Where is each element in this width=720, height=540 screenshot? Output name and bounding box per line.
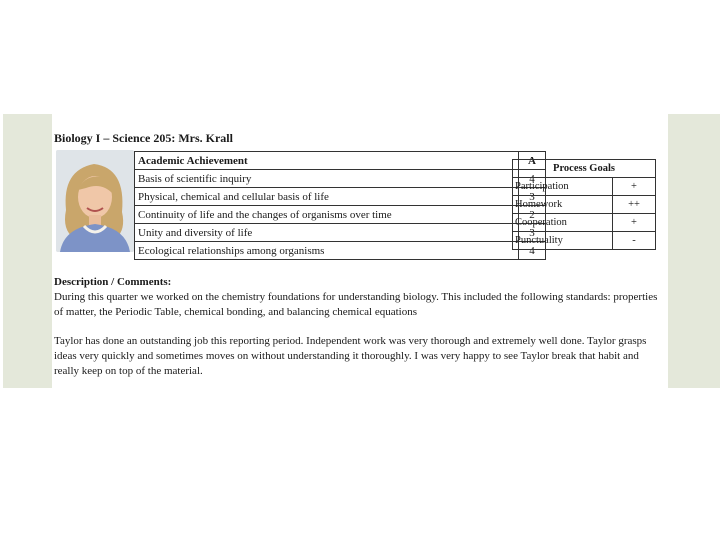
course-title: Biology I – Science 205: Mrs. Krall bbox=[54, 131, 233, 145]
achievement-row bbox=[135, 170, 546, 188]
process-goals-table bbox=[512, 159, 656, 250]
achievement-row bbox=[135, 224, 546, 242]
comment-paragraph: Taylor has done an outstanding job this reporting period. Independent work was very thorough and extremely well done. Taylor grasps ideas very quickly and sometimes moves on without understanding it thoroughly. I was very happy to see Taylor break that habit and really keep on top of the material. bbox=[54, 335, 647, 377]
achievement-header-row bbox=[135, 152, 546, 170]
achievement-label: Physical, chemical and cellular basis of life bbox=[135, 188, 519, 206]
achievement-score: 2 bbox=[519, 206, 546, 224]
achievement-row bbox=[135, 242, 546, 260]
right-side-panel bbox=[668, 114, 720, 388]
process-goal-label: Cooperation bbox=[513, 214, 613, 232]
process-goal-value: + bbox=[613, 214, 656, 232]
process-goals-header-row bbox=[513, 160, 656, 178]
achievement-label: Basis of scientific inquiry bbox=[135, 170, 519, 188]
achievement-label: Ecological relationships among organisms bbox=[135, 242, 519, 260]
achievement-label: Continuity of life and the changes of organisms over time bbox=[135, 206, 519, 224]
achievement-table bbox=[134, 151, 546, 260]
process-goal-value: + bbox=[613, 178, 656, 196]
process-goal-value: ++ bbox=[613, 196, 656, 214]
process-goal-label: Homework bbox=[513, 196, 613, 214]
achievement-score: 3 bbox=[519, 188, 546, 206]
process-goals-header: Process Goals bbox=[513, 160, 656, 178]
process-goal-row bbox=[513, 232, 656, 250]
teacher-photo bbox=[56, 150, 134, 252]
report-card bbox=[52, 114, 668, 388]
achievement-row bbox=[135, 188, 546, 206]
process-goal-label: Participation bbox=[513, 178, 613, 196]
process-goal-label: Punctuality bbox=[513, 232, 613, 250]
achievement-row bbox=[135, 206, 546, 224]
achievement-score: 3 bbox=[519, 224, 546, 242]
process-goal-row bbox=[513, 214, 656, 232]
process-goal-value: - bbox=[613, 232, 656, 250]
process-goal-row bbox=[513, 196, 656, 214]
process-goal-row bbox=[513, 178, 656, 196]
achievement-score: 4 bbox=[519, 170, 546, 188]
achievement-header-label: Academic Achievement bbox=[135, 152, 519, 170]
description-heading: Description / Comments: bbox=[54, 276, 172, 288]
left-side-panel bbox=[3, 114, 52, 388]
achievement-header-value: A bbox=[519, 152, 546, 170]
achievement-label: Unity and diversity of life bbox=[135, 224, 519, 242]
description-paragraph: During this quarter we worked on the chemistry foundations for understanding biology. This included the following standards: properties of matter, the Periodic Table, chemical bonding, and balancing chemical equations bbox=[54, 291, 658, 318]
achievement-score: 4 bbox=[519, 242, 546, 260]
